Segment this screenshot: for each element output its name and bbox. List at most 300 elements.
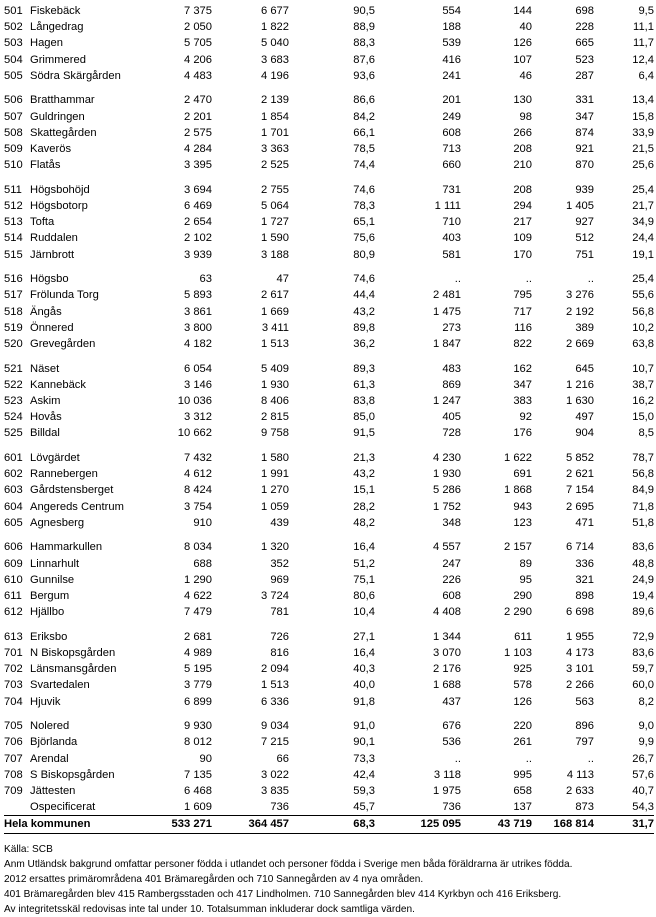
area-code-cell: 512	[4, 200, 23, 213]
table-row	[4, 3, 654, 19]
born-abroad-cell: 273	[442, 321, 461, 334]
born-abroad-total-cell: 125 095	[375, 816, 461, 833]
area-code-cell: 707	[4, 752, 23, 765]
area-code-cell: 523	[4, 395, 23, 408]
area-name-cell: Länsmansgården	[30, 663, 117, 676]
foreign-background-total-cell: ..	[587, 752, 594, 765]
foreign-background-percent-cell: 34,9	[632, 216, 654, 229]
total-population-cell: 4 989	[184, 647, 212, 660]
swedish-background-percent-cell: 74,6	[353, 183, 375, 196]
swedish-background-percent-cell: 45,7	[353, 801, 375, 814]
foreign-background-total-cell: 1 405	[566, 200, 594, 213]
swedish-background-cell: 1 580	[261, 452, 289, 465]
area-name-cell: Kaverös	[30, 143, 72, 156]
table-row	[4, 393, 654, 409]
foreign-background-percent-cell: 25,4	[632, 183, 654, 196]
foreign-background-percent-cell: 38,7	[632, 378, 654, 391]
swedish-background-percent-cell: 43,2	[353, 468, 375, 481]
foreign-background-percent-cell: 71,8	[632, 500, 654, 513]
area-code-cell: 510	[4, 159, 23, 172]
area-code-cell: 513	[4, 216, 23, 229]
swedish-background-percent-cell: 90,5	[353, 5, 375, 17]
area-code-cell: 511	[4, 183, 22, 196]
born-abroad-cell: 3 118	[433, 768, 461, 781]
area-name-cell: Björlanda	[30, 736, 78, 749]
total-population-cell: 4 206	[184, 53, 212, 66]
swedish-background-percent-cell: 83,8	[353, 395, 375, 408]
born-in-sweden-foreign-parents-cell: 383	[513, 395, 532, 408]
table-row	[4, 718, 654, 734]
table-row	[4, 556, 654, 572]
swedish-background-percent-cell: 74,4	[353, 159, 375, 172]
born-in-sweden-foreign-parents-cell: 611	[514, 630, 532, 643]
born-abroad-cell: 1 975	[433, 785, 461, 798]
foreign-background-total-cell: 287	[575, 69, 594, 82]
swedish-background-percent-cell: 40,0	[353, 679, 375, 692]
total-population-cell: 7 135	[184, 768, 212, 781]
born-abroad-cell: 241	[442, 69, 461, 82]
foreign-background-percent-cell: 25,4	[632, 273, 654, 286]
foreign-background-total-cell: 4 113	[566, 768, 594, 781]
area-code-cell: 502	[4, 21, 23, 34]
swedish-background-cell: 4 196	[261, 69, 289, 82]
swedish-background-total-cell: 364 457	[212, 816, 289, 833]
foreign-background-percent-cell: 16,2	[632, 395, 654, 408]
area-name-cell: Järnbrott	[30, 248, 75, 261]
swedish-background-cell: 781	[270, 606, 289, 619]
area-code-cell: 508	[4, 126, 23, 139]
area-name-cell: Arendal	[30, 752, 69, 765]
swedish-background-cell: 439	[270, 516, 289, 529]
born-in-sweden-foreign-parents-cell: 1 622	[504, 452, 532, 465]
area-name-cell: Askim	[30, 395, 61, 408]
swedish-background-cell: 1 727	[261, 216, 289, 229]
foreign-background-percent-cell: 15,8	[632, 110, 654, 123]
born-in-sweden-foreign-parents-cell: 1 868	[504, 484, 532, 497]
foreign-background-total-cell: 523	[575, 53, 594, 66]
area-name-cell: Flatås	[30, 159, 61, 172]
born-abroad-cell: 348	[442, 516, 461, 529]
foreign-background-percent-cell: 84,9	[632, 484, 654, 497]
swedish-background-percent-cell: 21,3	[353, 452, 375, 465]
total-population-cell: 2 102	[184, 232, 212, 245]
area-name-cell: Jättesten	[30, 785, 76, 798]
born-abroad-cell: 403	[442, 232, 461, 245]
source-note: Källa: SCB	[4, 844, 53, 855]
table-row	[4, 450, 654, 466]
table-row	[4, 588, 654, 604]
table-row	[4, 572, 654, 588]
born-abroad-cell: 3 070	[433, 647, 461, 660]
swedish-background-percent-cell: 16,4	[353, 541, 375, 554]
table-row	[4, 271, 654, 287]
born-abroad-cell: 4 408	[433, 606, 461, 619]
area-code-cell: 604	[4, 500, 23, 513]
swedish-background-percent-cell: 80,9	[353, 248, 375, 261]
area-name-cell: Nolered	[30, 720, 70, 733]
total-population-cell: 7 375	[184, 5, 212, 17]
table-row	[4, 214, 654, 230]
swedish-background-percent-cell: 91,8	[353, 695, 375, 708]
swedish-background-cell: 3 724	[261, 590, 289, 603]
foreign-background-total-cell: 1 216	[566, 378, 594, 391]
table-row	[4, 92, 654, 108]
born-in-sweden-foreign-parents-cell: ..	[525, 273, 532, 286]
swedish-background-percent-cell: 36,2	[353, 338, 375, 351]
area-name-cell: Svartedalen	[30, 679, 90, 692]
foreign-background-percent-cell: 56,8	[632, 305, 654, 318]
foreign-background-total-cell: 1 630	[566, 395, 594, 408]
foreign-background-total-cell: 3 276	[566, 289, 594, 302]
group-spacer	[4, 263, 654, 271]
area-name-cell: Rannebergen	[30, 468, 98, 481]
total-population-cell: 3 395	[184, 159, 212, 172]
swedish-background-percent-cell: 74,6	[353, 273, 375, 286]
group-spacer	[4, 531, 654, 539]
born-abroad-cell: 581	[442, 248, 461, 261]
swedish-background-cell: 2 755	[261, 183, 289, 196]
footnote-line: 401 Brämaregården blev 415 Rambergsstaden och 417 Lindholmen. 710 Sannegården blev 414 Kyrkbyn och 416 Eriksberg.	[4, 889, 562, 900]
foreign-background-percent-cell: 40,7	[632, 785, 654, 798]
swedish-background-cell: 1 513	[261, 338, 289, 351]
born-in-sweden-foreign-parents-total-cell: 43 719	[461, 816, 532, 833]
born-abroad-cell: 736	[442, 801, 461, 814]
born-in-sweden-foreign-parents-cell: 266	[513, 126, 532, 139]
area-name-cell: Kannebäck	[30, 378, 86, 391]
group-spacer	[4, 710, 654, 718]
swedish-background-percent-cell: 43,2	[353, 305, 375, 318]
area-code-cell: 515	[4, 248, 23, 261]
total-row	[4, 816, 654, 833]
born-abroad-cell: 226	[442, 573, 461, 586]
born-in-sweden-foreign-parents-cell: 995	[513, 768, 532, 781]
foreign-background-percent-cell: 33,9	[632, 126, 654, 139]
area-statistics-table	[4, 3, 654, 834]
swedish-background-percent-cell: 73,3	[353, 752, 375, 765]
footnote-line: 2012 ersattes primärområdena 401 Brämaregården och 710 Sannegården av 4 nya områden.	[4, 874, 424, 885]
table-row	[4, 19, 654, 35]
area-code-cell: 609	[4, 557, 23, 570]
total-population-cell: 3 861	[184, 305, 212, 318]
born-in-sweden-foreign-parents-cell: 290	[513, 590, 532, 603]
swedish-background-cell: 2 617	[261, 289, 289, 302]
foreign-background-percent-cell: 9,0	[638, 720, 654, 733]
swedish-background-percent-cell: 91,5	[353, 427, 375, 440]
area-name-cell: Bergum	[30, 590, 70, 603]
area-code-cell: 522	[4, 378, 23, 391]
group-spacer	[4, 620, 654, 628]
born-in-sweden-foreign-parents-cell: 92	[519, 411, 532, 424]
table-row	[4, 409, 654, 425]
area-code-cell: 501	[4, 5, 23, 17]
area-name-cell: Bratthammar	[30, 94, 95, 107]
foreign-background-percent-cell: 83,6	[632, 647, 654, 660]
foreign-background-total-total-cell: 168 814	[532, 816, 594, 833]
table-row	[4, 482, 654, 498]
swedish-background-cell: 2 525	[261, 159, 289, 172]
area-code-cell: 521	[4, 362, 23, 375]
area-code-cell: 603	[4, 484, 23, 497]
total-population-cell: 4 622	[184, 590, 212, 603]
born-in-sweden-foreign-parents-cell: 220	[513, 720, 532, 733]
area-code-cell	[4, 799, 30, 816]
total-population-cell: 63	[199, 273, 212, 286]
swedish-background-cell: 3 363	[261, 143, 289, 156]
total-population-cell: 10 036	[177, 395, 212, 408]
total-population-cell: 4 483	[184, 69, 212, 82]
foreign-background-percent-cell: 26,7	[632, 752, 654, 765]
born-abroad-cell: 416	[442, 53, 461, 66]
total-population-cell: 2 654	[184, 216, 212, 229]
born-abroad-cell: 4 230	[433, 452, 461, 465]
foreign-background-total-cell: 2 266	[566, 679, 594, 692]
swedish-background-percent-cell: 75,1	[353, 573, 375, 586]
born-in-sweden-foreign-parents-cell: 822	[513, 338, 532, 351]
born-in-sweden-foreign-parents-cell: 170	[513, 248, 532, 261]
born-abroad-cell: 608	[442, 590, 461, 603]
area-name-cell: S Biskopsgården	[30, 768, 115, 781]
born-in-sweden-foreign-parents-cell: 210	[513, 159, 532, 172]
area-code-cell: 605	[4, 516, 23, 529]
area-name-cell: Agnesberg	[30, 516, 85, 529]
born-abroad-cell: 869	[442, 378, 461, 391]
born-abroad-cell: 1 247	[433, 395, 461, 408]
area-code-cell: 606	[4, 541, 23, 554]
table-row	[4, 604, 654, 620]
foreign-background-percent-cell: 56,8	[632, 468, 654, 481]
swedish-background-cell: 9 758	[261, 427, 289, 440]
born-in-sweden-foreign-parents-cell: 40	[519, 21, 532, 34]
total-population-cell: 3 939	[184, 248, 212, 261]
born-in-sweden-foreign-parents-cell: 162	[513, 362, 532, 375]
swedish-background-percent-cell: 89,8	[353, 321, 375, 334]
born-in-sweden-foreign-parents-cell: 89	[519, 557, 532, 570]
total-population-cell: 910	[193, 516, 212, 529]
born-abroad-cell: ..	[454, 752, 461, 765]
swedish-background-cell: 1 270	[261, 484, 289, 497]
area-name-cell: Gunnilse	[30, 573, 75, 586]
foreign-background-total-cell: 7 154	[566, 484, 594, 497]
foreign-background-percent-cell: 25,6	[632, 159, 654, 172]
area-name-cell: Långedrag	[30, 21, 84, 34]
swedish-background-percent-cell: 86,6	[353, 94, 375, 107]
area-name-cell: Hammarkullen	[30, 541, 103, 554]
born-in-sweden-foreign-parents-cell: 123	[513, 516, 532, 529]
swedish-background-cell: 1 930	[261, 378, 289, 391]
total-population-cell: 8 424	[184, 484, 212, 497]
foreign-background-percent-cell: 54,3	[632, 801, 654, 814]
foreign-background-percent-cell: 59,7	[632, 663, 654, 676]
table-row	[4, 182, 654, 198]
born-in-sweden-foreign-parents-cell: 691	[513, 468, 532, 481]
footnotes	[4, 842, 572, 917]
born-abroad-cell: ..	[454, 273, 461, 286]
table-row	[4, 230, 654, 246]
foreign-background-total-cell: 874	[575, 126, 594, 139]
table-row	[4, 304, 654, 320]
foreign-background-total-cell: 2 621	[566, 468, 594, 481]
table-row	[4, 661, 654, 677]
area-code-cell: 519	[4, 321, 23, 334]
swedish-background-cell: 1 701	[261, 126, 289, 139]
foreign-background-percent-cell: 19,4	[632, 590, 654, 603]
foreign-background-total-cell: 389	[575, 321, 594, 334]
total-population-cell: 10 662	[177, 427, 212, 440]
area-code-cell: 518	[4, 305, 23, 318]
born-abroad-cell: 437	[442, 695, 461, 708]
footnote-line: Anm Utländsk bakgrund omfattar personer födda i utlandet och personer födda i Sverige men båda föräldrarna är utrikes födda.	[4, 859, 573, 870]
swedish-background-cell: 6 677	[261, 5, 289, 17]
born-in-sweden-foreign-parents-cell: 116	[514, 321, 532, 334]
area-code-cell: 601	[4, 452, 23, 465]
foreign-background-total-cell: 904	[575, 427, 594, 440]
area-code-cell: 509	[4, 143, 23, 156]
table-row	[4, 287, 654, 303]
born-in-sweden-foreign-parents-cell: 294	[513, 200, 532, 213]
area-name-cell: Billdal	[30, 427, 60, 440]
area-name-cell: Önnered	[30, 321, 74, 334]
born-in-sweden-foreign-parents-cell: 109	[513, 232, 532, 245]
born-in-sweden-foreign-parents-cell: 126	[513, 695, 532, 708]
swedish-background-cell: 352	[270, 557, 289, 570]
table-row	[4, 783, 654, 799]
area-name-cell: Eriksbo	[30, 630, 68, 643]
foreign-background-percent-cell: 72,9	[632, 630, 654, 643]
born-in-sweden-foreign-parents-cell: 2 157	[504, 541, 532, 554]
foreign-background-total-cell: 751	[575, 248, 594, 261]
swedish-background-cell: 2 139	[261, 94, 289, 107]
total-population-cell: 2 681	[184, 630, 212, 643]
swedish-background-cell: 3 835	[261, 785, 289, 798]
swedish-background-cell: 6 336	[261, 695, 289, 708]
total-population-cell: 4 182	[184, 338, 212, 351]
area-name-cell: Ruddalen	[30, 232, 78, 245]
swedish-background-cell: 3 411	[261, 321, 289, 334]
table-row	[4, 52, 654, 68]
total-population-cell: 4 284	[184, 143, 212, 156]
area-code-cell: 525	[4, 427, 23, 440]
total-population-cell: 90	[199, 752, 212, 765]
area-code-cell: 517	[4, 289, 23, 302]
born-abroad-cell: 713	[442, 143, 461, 156]
table-row	[4, 336, 654, 352]
foreign-background-total-cell: 3 101	[566, 663, 594, 676]
swedish-background-cell: 47	[276, 273, 289, 286]
swedish-background-percent-cell: 85,0	[353, 411, 375, 424]
swedish-background-cell: 9 034	[261, 720, 289, 733]
born-abroad-cell: 554	[442, 5, 461, 17]
area-code-cell: 524	[4, 411, 23, 424]
born-in-sweden-foreign-parents-cell: 795	[513, 289, 532, 302]
total-population-cell: 3 800	[184, 321, 212, 334]
group-spacer	[4, 84, 654, 92]
swedish-background-cell: 1 822	[261, 21, 289, 34]
born-abroad-cell: 1 752	[433, 500, 461, 513]
swedish-background-percent-cell: 48,2	[353, 516, 375, 529]
foreign-background-total-cell: 563	[575, 695, 594, 708]
foreign-background-percent-cell: 8,2	[638, 695, 654, 708]
table-body	[4, 3, 654, 833]
table-row	[4, 361, 654, 377]
table-row	[4, 767, 654, 783]
area-name-cell: Hjuvik	[30, 695, 61, 708]
born-in-sweden-foreign-parents-cell: 2 290	[504, 606, 532, 619]
table-row	[4, 799, 654, 816]
total-population-cell: 3 146	[184, 378, 212, 391]
footnote-line: Av integritetsskäl redovisas inte tal under 10. Totalsumman inkluderar dock samtliga värden.	[4, 904, 415, 915]
table-row	[4, 157, 654, 173]
foreign-background-percent-cell: 19,1	[632, 248, 654, 261]
foreign-background-percent-cell: 51,8	[632, 516, 654, 529]
foreign-background-percent-cell: 48,8	[632, 557, 654, 570]
born-abroad-cell: 731	[442, 183, 461, 196]
total-population-cell: 4 612	[184, 468, 212, 481]
foreign-background-total-cell: 2 633	[566, 785, 594, 798]
born-abroad-cell: 539	[442, 37, 461, 50]
born-in-sweden-foreign-parents-cell: 578	[513, 679, 532, 692]
swedish-background-percent-cell: 78,3	[353, 200, 375, 213]
foreign-background-percent-cell: 13,4	[632, 94, 654, 107]
total-population-cell: 5 195	[184, 663, 212, 676]
total-population-cell: 6 469	[184, 200, 212, 213]
area-name-cell: Högsbo	[30, 273, 69, 286]
born-in-sweden-foreign-parents-cell: 943	[513, 500, 532, 513]
swedish-background-percent-cell: 16,4	[353, 647, 375, 660]
born-abroad-cell: 247	[442, 557, 461, 570]
area-code-cell: 613	[4, 630, 23, 643]
total-population-cell: 6 054	[184, 362, 212, 375]
born-in-sweden-foreign-parents-cell: 717	[513, 305, 532, 318]
area-code-cell: 708	[4, 768, 23, 781]
area-code-cell: 504	[4, 53, 23, 66]
foreign-background-total-cell: 698	[575, 5, 594, 17]
swedish-background-cell: 2 094	[261, 663, 289, 676]
foreign-background-percent-cell: 24,4	[632, 232, 654, 245]
born-in-sweden-foreign-parents-cell: 347	[513, 378, 532, 391]
swedish-background-cell: 7 215	[261, 736, 289, 749]
foreign-background-percent-cell: 11,1	[633, 21, 654, 34]
table-row	[4, 320, 654, 336]
total-population-cell: 2 470	[184, 94, 212, 107]
swedish-background-percent-cell: 91,0	[353, 720, 375, 733]
foreign-background-total-cell: 512	[575, 232, 594, 245]
foreign-background-percent-cell: 63,8	[632, 338, 654, 351]
born-in-sweden-foreign-parents-cell: 208	[513, 183, 532, 196]
area-name-cell: Södra Skärgården	[30, 69, 121, 82]
foreign-background-total-cell: 898	[575, 590, 594, 603]
foreign-background-total-cell: 471	[575, 516, 594, 529]
born-abroad-cell: 249	[442, 110, 461, 123]
area-name-cell: Linnarhult	[30, 557, 80, 570]
born-abroad-cell: 405	[442, 411, 461, 424]
foreign-background-total-cell: 2 669	[566, 338, 594, 351]
born-abroad-cell: 2 176	[433, 663, 461, 676]
area-code-cell: 611	[4, 590, 22, 603]
swedish-background-cell: 5 409	[261, 362, 289, 375]
table-row	[4, 515, 654, 531]
born-abroad-cell: 660	[442, 159, 461, 172]
table-row	[4, 125, 654, 141]
area-name-cell: Hovås	[30, 411, 62, 424]
swedish-background-percent-cell: 27,1	[353, 630, 375, 643]
swedish-background-cell: 1 320	[261, 541, 289, 554]
area-code-cell: 516	[4, 273, 23, 286]
foreign-background-percent-cell: 83,6	[632, 541, 654, 554]
table-row	[4, 247, 654, 263]
foreign-background-percent-cell: 55,6	[632, 289, 654, 302]
swedish-background-percent-cell: 78,5	[353, 143, 375, 156]
area-code-cell: 706	[4, 736, 23, 749]
